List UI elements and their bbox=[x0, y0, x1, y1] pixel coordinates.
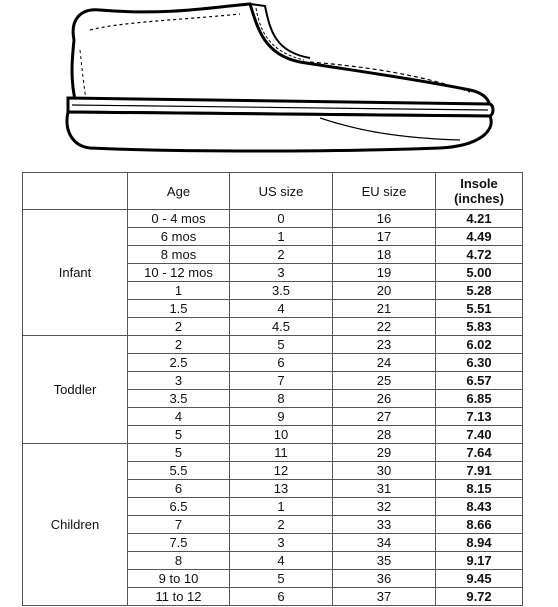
cell-us-size: 6 bbox=[230, 588, 333, 606]
cell-insole: 8.66 bbox=[436, 516, 523, 534]
cell-eu-size: 36 bbox=[333, 570, 436, 588]
cell-insole: 8.43 bbox=[436, 498, 523, 516]
cell-insole: 4.49 bbox=[436, 228, 523, 246]
header-insole-line2: (inches) bbox=[454, 191, 504, 206]
cell-eu-size: 23 bbox=[333, 336, 436, 354]
cell-age: 1.5 bbox=[128, 300, 230, 318]
cell-insole: 7.91 bbox=[436, 462, 523, 480]
cell-us-size: 7 bbox=[230, 372, 333, 390]
header-category bbox=[23, 173, 128, 210]
cell-insole: 4.72 bbox=[436, 246, 523, 264]
cell-us-size: 12 bbox=[230, 462, 333, 480]
cell-age: 2 bbox=[128, 318, 230, 336]
cell-us-size: 2 bbox=[230, 516, 333, 534]
cell-age: 5 bbox=[128, 444, 230, 462]
cell-age: 7.5 bbox=[128, 534, 230, 552]
cell-us-size: 4.5 bbox=[230, 318, 333, 336]
cell-eu-size: 21 bbox=[333, 300, 436, 318]
cell-eu-size: 34 bbox=[333, 534, 436, 552]
cell-us-size: 4 bbox=[230, 300, 333, 318]
cell-age: 6.5 bbox=[128, 498, 230, 516]
table-body bbox=[23, 210, 523, 606]
cell-eu-size: 17 bbox=[333, 228, 436, 246]
header-insole-line1: Insole bbox=[460, 176, 498, 191]
cell-eu-size: 27 bbox=[333, 408, 436, 426]
header-eu-size: EU size bbox=[333, 173, 436, 210]
cell-us-size: 1 bbox=[230, 498, 333, 516]
cell-age: 9 to 10 bbox=[128, 570, 230, 588]
cell-us-size: 10 bbox=[230, 426, 333, 444]
cell-eu-size: 22 bbox=[333, 318, 436, 336]
table-row bbox=[23, 336, 523, 354]
cell-insole: 7.40 bbox=[436, 426, 523, 444]
cell-age: 8 mos bbox=[128, 246, 230, 264]
cell-age: 2 bbox=[128, 336, 230, 354]
cell-age: 5 bbox=[128, 426, 230, 444]
cell-age: 6 mos bbox=[128, 228, 230, 246]
cell-us-size: 13 bbox=[230, 480, 333, 498]
header-age: Age bbox=[128, 173, 230, 210]
cell-eu-size: 33 bbox=[333, 516, 436, 534]
cell-us-size: 8 bbox=[230, 390, 333, 408]
header-us-size: US size bbox=[230, 173, 333, 210]
cell-insole: 5.28 bbox=[436, 282, 523, 300]
cell-us-size: 2 bbox=[230, 246, 333, 264]
cell-eu-size: 18 bbox=[333, 246, 436, 264]
cell-age: 3.5 bbox=[128, 390, 230, 408]
cell-insole: 6.57 bbox=[436, 372, 523, 390]
cell-us-size: 1 bbox=[230, 228, 333, 246]
cell-us-size: 4 bbox=[230, 552, 333, 570]
cell-eu-size: 32 bbox=[333, 498, 436, 516]
cell-eu-size: 19 bbox=[333, 264, 436, 282]
cell-us-size: 9 bbox=[230, 408, 333, 426]
cell-us-size: 3.5 bbox=[230, 282, 333, 300]
cell-insole: 7.13 bbox=[436, 408, 523, 426]
cell-age: 0 - 4 mos bbox=[128, 210, 230, 228]
table-row bbox=[23, 444, 523, 462]
header-insole bbox=[436, 173, 523, 210]
cell-eu-size: 16 bbox=[333, 210, 436, 228]
cell-us-size: 3 bbox=[230, 534, 333, 552]
group-label: Infant bbox=[23, 210, 128, 336]
cell-eu-size: 24 bbox=[333, 354, 436, 372]
cell-age: 5.5 bbox=[128, 462, 230, 480]
cell-eu-size: 20 bbox=[333, 282, 436, 300]
cell-insole: 7.64 bbox=[436, 444, 523, 462]
cell-us-size: 5 bbox=[230, 336, 333, 354]
cell-insole: 8.15 bbox=[436, 480, 523, 498]
cell-age: 3 bbox=[128, 372, 230, 390]
size-chart-table bbox=[22, 172, 523, 606]
cell-eu-size: 37 bbox=[333, 588, 436, 606]
cell-insole: 5.51 bbox=[436, 300, 523, 318]
cell-age: 7 bbox=[128, 516, 230, 534]
cell-eu-size: 25 bbox=[333, 372, 436, 390]
cell-us-size: 11 bbox=[230, 444, 333, 462]
cell-age: 8 bbox=[128, 552, 230, 570]
cell-eu-size: 30 bbox=[333, 462, 436, 480]
cell-insole: 5.83 bbox=[436, 318, 523, 336]
cell-insole: 6.02 bbox=[436, 336, 523, 354]
cell-insole: 9.17 bbox=[436, 552, 523, 570]
cell-insole: 6.30 bbox=[436, 354, 523, 372]
cell-insole: 5.00 bbox=[436, 264, 523, 282]
cell-age: 6 bbox=[128, 480, 230, 498]
group-label: Children bbox=[23, 444, 128, 606]
cell-eu-size: 28 bbox=[333, 426, 436, 444]
cell-us-size: 0 bbox=[230, 210, 333, 228]
cell-eu-size: 35 bbox=[333, 552, 436, 570]
cell-age: 1 bbox=[128, 282, 230, 300]
cell-us-size: 3 bbox=[230, 264, 333, 282]
cell-age: 10 - 12 mos bbox=[128, 264, 230, 282]
cell-us-size: 6 bbox=[230, 354, 333, 372]
cell-insole: 6.85 bbox=[436, 390, 523, 408]
cell-insole: 9.72 bbox=[436, 588, 523, 606]
cell-insole: 4.21 bbox=[436, 210, 523, 228]
table-row bbox=[23, 210, 523, 228]
cell-us-size: 5 bbox=[230, 570, 333, 588]
group-label: Toddler bbox=[23, 336, 128, 444]
slip-on-shoe-illustration bbox=[60, 0, 500, 160]
cell-age: 11 to 12 bbox=[128, 588, 230, 606]
cell-age: 2.5 bbox=[128, 354, 230, 372]
cell-eu-size: 31 bbox=[333, 480, 436, 498]
cell-eu-size: 29 bbox=[333, 444, 436, 462]
cell-insole: 8.94 bbox=[436, 534, 523, 552]
shoe-icon bbox=[60, 0, 500, 160]
table-header-row bbox=[23, 173, 523, 210]
cell-age: 4 bbox=[128, 408, 230, 426]
cell-insole: 9.45 bbox=[436, 570, 523, 588]
cell-eu-size: 26 bbox=[333, 390, 436, 408]
